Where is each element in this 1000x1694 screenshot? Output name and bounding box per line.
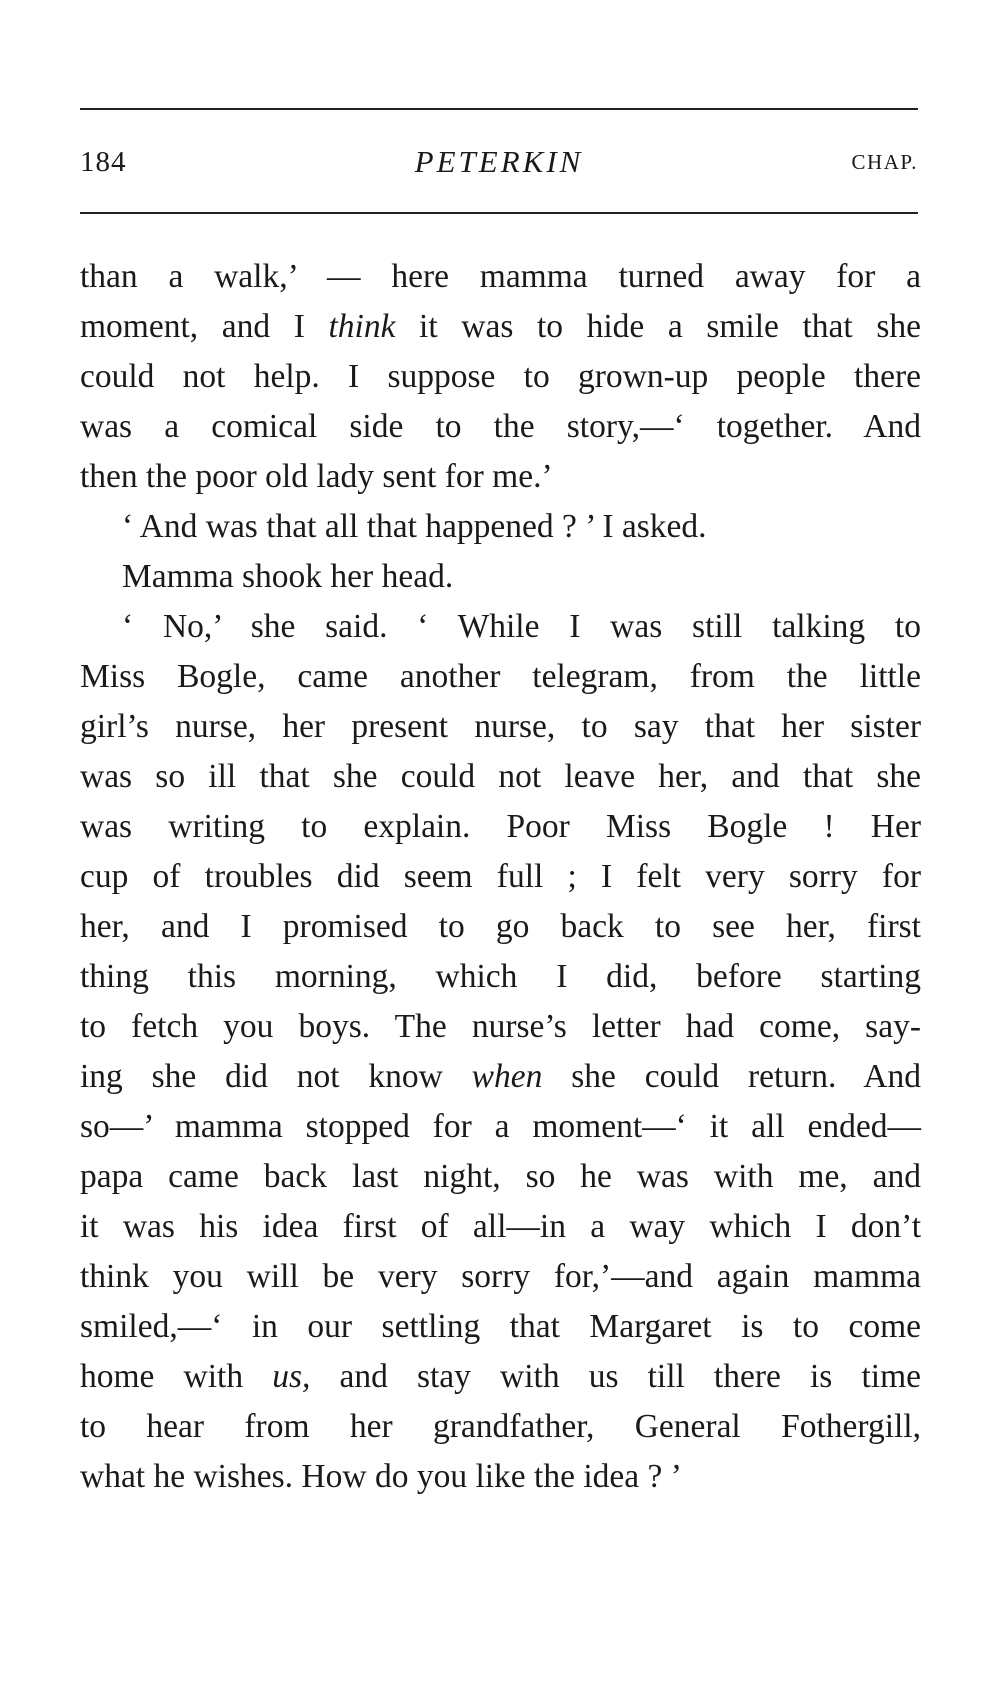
emphasis-text: when bbox=[471, 1058, 543, 1095]
text-run: Miss Bogle, came another telegram, from the little bbox=[80, 658, 921, 695]
text-line bbox=[80, 652, 921, 702]
text-line bbox=[80, 1152, 921, 1202]
text-line bbox=[80, 1302, 921, 1352]
page-number: 184 bbox=[80, 146, 127, 178]
text-line bbox=[80, 752, 921, 802]
text-line bbox=[80, 552, 921, 602]
text-run: was a comical side to the story,—‘ together. And bbox=[80, 408, 921, 445]
text-run: girl’s nurse, her present nurse, to say that her sister bbox=[80, 708, 921, 745]
text-line bbox=[80, 602, 921, 652]
text-run: was writing to explain. Poor Miss Bogle ! Her bbox=[80, 808, 921, 845]
text-line bbox=[80, 1352, 921, 1402]
text-line bbox=[80, 902, 921, 952]
text-line bbox=[80, 1402, 921, 1452]
text-run: her, and I promised to go back to see her, first bbox=[80, 908, 921, 945]
chapter-abbrev: CHAP. bbox=[851, 150, 918, 174]
text-line bbox=[80, 352, 921, 402]
running-title: PETERKIN bbox=[414, 144, 584, 179]
text-run: was so ill that she could not leave her, and that she bbox=[80, 758, 921, 795]
text-line bbox=[80, 452, 921, 502]
text-run: it was his idea first of all—in a way which I don’t bbox=[80, 1208, 921, 1245]
text-run: so—’ mamma stopped for a moment—‘ it all ended— bbox=[80, 1108, 921, 1145]
text-run: home with bbox=[80, 1358, 273, 1395]
page-header bbox=[80, 140, 918, 190]
text-line bbox=[80, 852, 921, 902]
text-line bbox=[80, 1252, 921, 1302]
text-run: smiled,—‘ in our settling that Margaret is to come bbox=[80, 1308, 921, 1345]
text-line bbox=[80, 302, 921, 352]
text-run: Mamma shook her head. bbox=[122, 558, 454, 595]
text-run: and stay with us till there is time bbox=[310, 1358, 921, 1395]
text-line bbox=[80, 702, 921, 752]
emphasis-text: think bbox=[328, 308, 396, 345]
text-line bbox=[80, 402, 921, 452]
text-run: to hear from her grandfather, General Fothergill, bbox=[80, 1408, 921, 1445]
text-line bbox=[80, 1052, 921, 1102]
text-run: papa came back last night, so he was with me, and bbox=[80, 1158, 921, 1195]
header-rule-top bbox=[80, 108, 918, 110]
text-run: than a walk,’ — here mamma turned away for a bbox=[80, 258, 921, 295]
body-text bbox=[80, 252, 921, 1502]
text-line bbox=[80, 252, 921, 302]
text-line bbox=[80, 1002, 921, 1052]
text-run: thing this morning, which I did, before starting bbox=[80, 958, 921, 995]
text-run: it was to hide a smile that she bbox=[395, 308, 921, 345]
text-run: ‘ No,’ she said. ‘ While I was still talking to bbox=[122, 608, 921, 645]
text-run: she could return. And bbox=[542, 1058, 921, 1095]
text-run: moment, and I bbox=[80, 308, 329, 345]
text-line bbox=[80, 952, 921, 1002]
text-run: could not help. I suppose to grown-up people there bbox=[80, 358, 921, 395]
text-line bbox=[80, 502, 921, 552]
text-line bbox=[80, 1102, 921, 1152]
emphasis-text: us, bbox=[272, 1358, 311, 1395]
text-run: what he wishes. How do you like the idea ? ’ bbox=[80, 1458, 682, 1495]
header-rule-bottom bbox=[80, 212, 918, 214]
text-run: to fetch you boys. The nurse’s letter had come, say- bbox=[80, 1008, 921, 1045]
text-run: cup of troubles did seem full ; I felt very sorry for bbox=[80, 858, 921, 895]
text-line bbox=[80, 1452, 921, 1502]
text-run: ‘ And was that all that happened ? ’ I asked. bbox=[122, 508, 707, 545]
text-run: ing she did not know bbox=[80, 1058, 472, 1095]
text-run: then the poor old lady sent for me.’ bbox=[80, 458, 553, 495]
text-run: think you will be very sorry for,’—and again mamma bbox=[80, 1258, 921, 1295]
text-line bbox=[80, 802, 921, 852]
text-line bbox=[80, 1202, 921, 1252]
